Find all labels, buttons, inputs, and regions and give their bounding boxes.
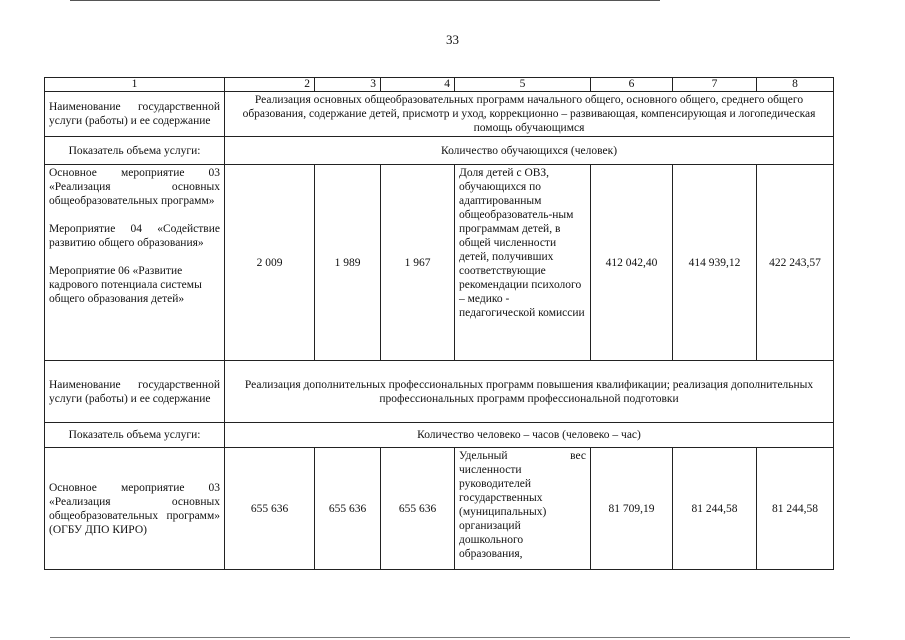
col-num-1: 1 (45, 78, 225, 92)
indicator-row-1 (45, 137, 834, 165)
col-num-6: 6 (591, 78, 673, 92)
service-label-1: Наименование государственной услуги (работы) и ее содержание (45, 92, 225, 137)
indicator-value-2: Количество человеко – часов (человеко – час) (225, 423, 834, 448)
col-num-4: 4 (381, 78, 455, 92)
indicator-value-1: Количество обучающихся (человек) (225, 137, 834, 165)
scan-edge-top (70, 0, 660, 1)
activity-cell-1 (45, 165, 225, 361)
page-number: 33 (446, 32, 459, 47)
value-col6-2: 81 709,19 (591, 448, 673, 570)
activity-2: Основное мероприятие 03 «Реализация основных общеобразовательных программ» (ОГБУ ДПО КИРО) (45, 448, 225, 570)
col-num-2: 2 (225, 78, 315, 92)
value-col7-1: 414 939,12 (673, 165, 757, 361)
activity-row-1 (45, 165, 834, 361)
activity-row-2 (45, 448, 834, 570)
service-row-2 (45, 361, 834, 423)
value-col2-1: 2 009 (225, 165, 315, 361)
value-col3-1: 1 989 (315, 165, 381, 361)
budget-table (44, 77, 834, 570)
col-num-3: 3 (315, 78, 381, 92)
activity-1-3: Мероприятие 06 «Развитие кадрового потенциала системы общего образования детей» (49, 265, 202, 305)
col-num-8: 8 (757, 78, 834, 92)
col-num-7: 7 (673, 78, 757, 92)
value-col8-1: 422 243,57 (757, 165, 834, 361)
column-number-row (45, 78, 834, 92)
service-name-2: Реализация дополнительных профессиональных программ повышения квалификации; реализация дополнительных профессиональных программ профессиональной подготовки (225, 361, 834, 423)
indicator-label-2: Показатель объема услуги: (45, 423, 225, 448)
col-num-5: 5 (455, 78, 591, 92)
value-col3-2: 655 636 (315, 448, 381, 570)
target-indicator-1: Доля детей с ОВЗ, обучающихся по адаптированным общеобразователь-ным программам детей, в общей численности детей, получивших соответствующие рекомендации психолого – медико - педагогической комиссии (455, 165, 591, 361)
service-name-1: Реализация основных общеобразовательных программ начального общего, основного общего, среднего общего образования, содержание детей, присмотр и уход, коррекционно – развивающая, компенсирующая и логопедическая помощь обучающимся (225, 92, 834, 137)
service-row-1 (45, 92, 834, 137)
value-col8-2: 81 244,58 (757, 448, 834, 570)
scan-edge-bottom (50, 637, 850, 638)
indicator-label-1: Показатель объема услуги: (45, 137, 225, 165)
value-col4-1: 1 967 (381, 165, 455, 361)
value-col2-2: 655 636 (225, 448, 315, 570)
activity-1-2: Мероприятие 04 «Содействие развитию общего образования» (49, 223, 220, 249)
target-indicator-2: Удельный вес численности руководителей государственных (муниципальных) организаций дошкольного образования, (455, 448, 591, 570)
value-col6-1: 412 042,40 (591, 165, 673, 361)
service-label-2: Наименование государственной услуги (работы) и ее содержание (45, 361, 225, 423)
value-col4-2: 655 636 (381, 448, 455, 570)
activity-1-1: Основное мероприятие 03 «Реализация основных общеобразовательных программ» (49, 167, 220, 207)
value-col7-2: 81 244,58 (673, 448, 757, 570)
indicator-row-2 (45, 423, 834, 448)
